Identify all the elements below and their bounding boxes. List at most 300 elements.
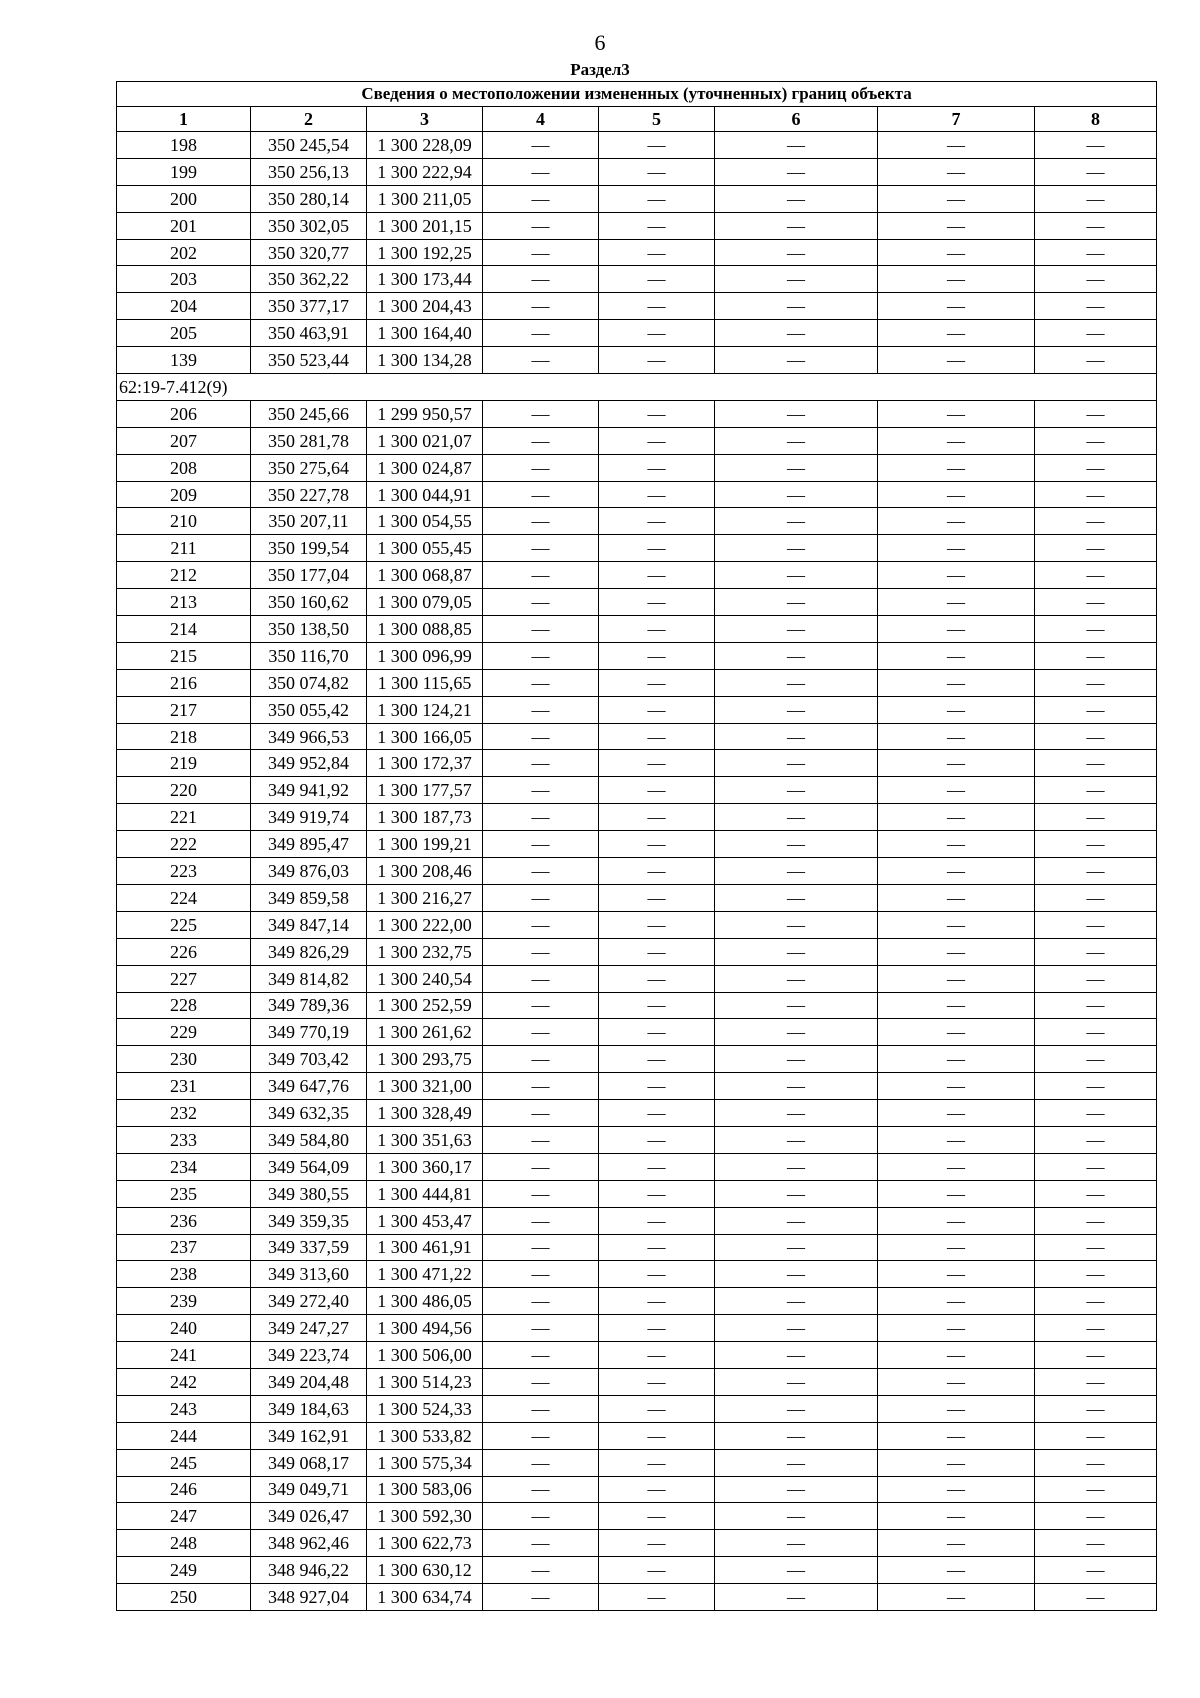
y-coordinate-cell: 1 300 164,40 xyxy=(367,320,483,347)
empty-value-cell: — xyxy=(483,669,599,696)
table-row xyxy=(117,1180,1157,1207)
empty-value-cell: — xyxy=(878,1342,1035,1369)
empty-value-cell: — xyxy=(483,750,599,777)
x-coordinate-cell: 349 952,84 xyxy=(251,750,367,777)
empty-value-cell: — xyxy=(483,239,599,266)
empty-value-cell: — xyxy=(599,1126,715,1153)
x-coordinate-cell: 350 207,11 xyxy=(251,508,367,535)
point-number-cell: 239 xyxy=(117,1288,251,1315)
table-row xyxy=(117,911,1157,938)
point-number-cell: 221 xyxy=(117,804,251,831)
table-row xyxy=(117,1315,1157,1342)
empty-value-cell: — xyxy=(599,992,715,1019)
y-coordinate-cell: 1 300 575,34 xyxy=(367,1449,483,1476)
point-number-cell: 209 xyxy=(117,481,251,508)
empty-value-cell: — xyxy=(599,1019,715,1046)
point-number-cell: 208 xyxy=(117,454,251,481)
y-coordinate-cell: 1 300 222,00 xyxy=(367,911,483,938)
table-row xyxy=(117,1126,1157,1153)
empty-value-cell: — xyxy=(715,884,878,911)
empty-value-cell: — xyxy=(599,347,715,374)
y-coordinate-cell: 1 300 328,49 xyxy=(367,1100,483,1127)
x-coordinate-cell: 350 377,17 xyxy=(251,293,367,320)
empty-value-cell: — xyxy=(715,642,878,669)
x-coordinate-cell: 350 302,05 xyxy=(251,212,367,239)
empty-value-cell: — xyxy=(878,777,1035,804)
x-coordinate-cell: 349 895,47 xyxy=(251,831,367,858)
empty-value-cell: — xyxy=(878,992,1035,1019)
empty-value-cell: — xyxy=(878,1180,1035,1207)
empty-value-cell: — xyxy=(599,804,715,831)
empty-value-cell: — xyxy=(878,1126,1035,1153)
point-number-cell: 222 xyxy=(117,831,251,858)
empty-value-cell: — xyxy=(715,1557,878,1584)
y-coordinate-cell: 1 300 044,91 xyxy=(367,481,483,508)
x-coordinate-cell: 350 320,77 xyxy=(251,239,367,266)
table-row xyxy=(117,454,1157,481)
x-coordinate-cell: 349 584,80 xyxy=(251,1126,367,1153)
empty-value-cell: — xyxy=(483,320,599,347)
empty-value-cell: — xyxy=(715,938,878,965)
empty-value-cell: — xyxy=(1035,1046,1157,1073)
empty-value-cell: — xyxy=(1035,1584,1157,1611)
x-coordinate-cell: 350 160,62 xyxy=(251,589,367,616)
table-row xyxy=(117,185,1157,212)
point-number-cell: 220 xyxy=(117,777,251,804)
empty-value-cell: — xyxy=(599,1584,715,1611)
empty-value-cell: — xyxy=(715,1395,878,1422)
table-row xyxy=(117,562,1157,589)
x-coordinate-cell: 350 280,14 xyxy=(251,185,367,212)
empty-value-cell: — xyxy=(715,158,878,185)
empty-value-cell: — xyxy=(878,1073,1035,1100)
empty-value-cell: — xyxy=(483,185,599,212)
empty-value-cell: — xyxy=(483,1422,599,1449)
empty-value-cell: — xyxy=(715,696,878,723)
y-coordinate-cell: 1 300 321,00 xyxy=(367,1073,483,1100)
empty-value-cell: — xyxy=(483,1073,599,1100)
empty-value-cell: — xyxy=(1035,1503,1157,1530)
empty-value-cell: — xyxy=(483,616,599,643)
empty-value-cell: — xyxy=(599,1422,715,1449)
empty-value-cell: — xyxy=(715,1342,878,1369)
empty-value-cell: — xyxy=(483,1395,599,1422)
empty-value-cell: — xyxy=(715,239,878,266)
empty-value-cell: — xyxy=(715,1503,878,1530)
empty-value-cell: — xyxy=(878,454,1035,481)
empty-value-cell: — xyxy=(1035,1342,1157,1369)
empty-value-cell: — xyxy=(1035,1019,1157,1046)
y-coordinate-cell: 1 300 228,09 xyxy=(367,132,483,159)
empty-value-cell: — xyxy=(599,1476,715,1503)
table-row xyxy=(117,1503,1157,1530)
x-coordinate-cell: 349 789,36 xyxy=(251,992,367,1019)
empty-value-cell: — xyxy=(483,938,599,965)
empty-value-cell: — xyxy=(483,158,599,185)
group-label: 62:19-7.412(9) xyxy=(117,374,1157,401)
table-row xyxy=(117,1422,1157,1449)
x-coordinate-cell: 349 966,53 xyxy=(251,723,367,750)
empty-value-cell: — xyxy=(599,884,715,911)
empty-value-cell: — xyxy=(1035,132,1157,159)
empty-value-cell: — xyxy=(1035,1261,1157,1288)
empty-value-cell: — xyxy=(878,266,1035,293)
empty-value-cell: — xyxy=(483,535,599,562)
empty-value-cell: — xyxy=(599,1368,715,1395)
empty-value-cell: — xyxy=(715,1530,878,1557)
empty-value-cell: — xyxy=(483,481,599,508)
table-row xyxy=(117,1207,1157,1234)
empty-value-cell: — xyxy=(715,1288,878,1315)
point-number-cell: 200 xyxy=(117,185,251,212)
empty-value-cell: — xyxy=(878,589,1035,616)
empty-value-cell: — xyxy=(1035,1234,1157,1261)
empty-value-cell: — xyxy=(1035,481,1157,508)
y-coordinate-cell: 1 300 115,65 xyxy=(367,669,483,696)
table-row xyxy=(117,1368,1157,1395)
empty-value-cell: — xyxy=(483,992,599,1019)
empty-value-cell: — xyxy=(715,1422,878,1449)
point-number-cell: 226 xyxy=(117,938,251,965)
table-row xyxy=(117,1073,1157,1100)
empty-value-cell: — xyxy=(878,158,1035,185)
empty-value-cell: — xyxy=(715,965,878,992)
empty-value-cell: — xyxy=(599,1342,715,1369)
x-coordinate-cell: 350 463,91 xyxy=(251,320,367,347)
table-row xyxy=(117,884,1157,911)
empty-value-cell: — xyxy=(599,185,715,212)
empty-value-cell: — xyxy=(483,347,599,374)
empty-value-cell: — xyxy=(483,1503,599,1530)
empty-value-cell: — xyxy=(483,508,599,535)
x-coordinate-cell: 349 068,17 xyxy=(251,1449,367,1476)
point-number-cell: 230 xyxy=(117,1046,251,1073)
table-row xyxy=(117,1584,1157,1611)
empty-value-cell: — xyxy=(599,589,715,616)
empty-value-cell: — xyxy=(599,965,715,992)
table-row xyxy=(117,750,1157,777)
empty-value-cell: — xyxy=(878,1368,1035,1395)
empty-value-cell: — xyxy=(878,858,1035,885)
column-header: 2 xyxy=(251,107,367,132)
x-coordinate-cell: 350 245,54 xyxy=(251,132,367,159)
empty-value-cell: — xyxy=(483,400,599,427)
y-coordinate-cell: 1 300 232,75 xyxy=(367,938,483,965)
column-header: 4 xyxy=(483,107,599,132)
y-coordinate-cell: 1 300 444,81 xyxy=(367,1180,483,1207)
y-coordinate-cell: 1 300 192,25 xyxy=(367,239,483,266)
empty-value-cell: — xyxy=(1035,1153,1157,1180)
empty-value-cell: — xyxy=(715,1019,878,1046)
point-number-cell: 229 xyxy=(117,1019,251,1046)
empty-value-cell: — xyxy=(599,1207,715,1234)
y-coordinate-cell: 1 300 177,57 xyxy=(367,777,483,804)
table-row xyxy=(117,1046,1157,1073)
empty-value-cell: — xyxy=(715,1234,878,1261)
table-row xyxy=(117,1557,1157,1584)
empty-value-cell: — xyxy=(483,1100,599,1127)
group-row xyxy=(117,374,1157,401)
table-row xyxy=(117,347,1157,374)
table-row xyxy=(117,616,1157,643)
empty-value-cell: — xyxy=(878,347,1035,374)
table-row xyxy=(117,1395,1157,1422)
y-coordinate-cell: 1 300 096,99 xyxy=(367,642,483,669)
empty-value-cell: — xyxy=(483,1315,599,1342)
table-row xyxy=(117,239,1157,266)
empty-value-cell: — xyxy=(1035,911,1157,938)
empty-value-cell: — xyxy=(1035,1449,1157,1476)
empty-value-cell: — xyxy=(715,1126,878,1153)
y-coordinate-cell: 1 300 630,12 xyxy=(367,1557,483,1584)
table-row xyxy=(117,777,1157,804)
empty-value-cell: — xyxy=(1035,293,1157,320)
table-row xyxy=(117,831,1157,858)
empty-value-cell: — xyxy=(878,750,1035,777)
empty-value-cell: — xyxy=(483,1153,599,1180)
x-coordinate-cell: 349 359,35 xyxy=(251,1207,367,1234)
empty-value-cell: — xyxy=(599,616,715,643)
empty-value-cell: — xyxy=(715,804,878,831)
empty-value-cell: — xyxy=(483,831,599,858)
y-coordinate-cell: 1 300 222,94 xyxy=(367,158,483,185)
empty-value-cell: — xyxy=(599,1073,715,1100)
empty-value-cell: — xyxy=(483,965,599,992)
table-row xyxy=(117,669,1157,696)
empty-value-cell: — xyxy=(715,508,878,535)
empty-value-cell: — xyxy=(1035,1557,1157,1584)
table-row xyxy=(117,427,1157,454)
empty-value-cell: — xyxy=(1035,562,1157,589)
empty-value-cell: — xyxy=(878,1530,1035,1557)
empty-value-cell: — xyxy=(599,1557,715,1584)
empty-value-cell: — xyxy=(878,938,1035,965)
empty-value-cell: — xyxy=(1035,427,1157,454)
y-coordinate-cell: 1 300 201,15 xyxy=(367,212,483,239)
empty-value-cell: — xyxy=(483,642,599,669)
table-row xyxy=(117,696,1157,723)
point-number-cell: 203 xyxy=(117,266,251,293)
table-body xyxy=(117,132,1157,1611)
table-header-row xyxy=(117,107,1157,132)
x-coordinate-cell: 350 275,64 xyxy=(251,454,367,481)
empty-value-cell: — xyxy=(483,562,599,589)
x-coordinate-cell: 349 647,76 xyxy=(251,1073,367,1100)
empty-value-cell: — xyxy=(878,1019,1035,1046)
x-coordinate-cell: 349 564,09 xyxy=(251,1153,367,1180)
table-row xyxy=(117,938,1157,965)
point-number-cell: 238 xyxy=(117,1261,251,1288)
empty-value-cell: — xyxy=(878,884,1035,911)
empty-value-cell: — xyxy=(878,669,1035,696)
y-coordinate-cell: 1 300 172,37 xyxy=(367,750,483,777)
empty-value-cell: — xyxy=(715,1073,878,1100)
x-coordinate-cell: 349 313,60 xyxy=(251,1261,367,1288)
empty-value-cell: — xyxy=(1035,320,1157,347)
empty-value-cell: — xyxy=(483,858,599,885)
empty-value-cell: — xyxy=(1035,1476,1157,1503)
y-coordinate-cell: 1 300 293,75 xyxy=(367,1046,483,1073)
empty-value-cell: — xyxy=(1035,938,1157,965)
empty-value-cell: — xyxy=(1035,239,1157,266)
empty-value-cell: — xyxy=(715,1476,878,1503)
empty-value-cell: — xyxy=(715,535,878,562)
point-number-cell: 247 xyxy=(117,1503,251,1530)
table-row xyxy=(117,1530,1157,1557)
y-coordinate-cell: 1 300 208,46 xyxy=(367,858,483,885)
empty-value-cell: — xyxy=(599,535,715,562)
empty-value-cell: — xyxy=(878,642,1035,669)
x-coordinate-cell: 350 227,78 xyxy=(251,481,367,508)
table-row xyxy=(117,858,1157,885)
empty-value-cell: — xyxy=(483,777,599,804)
empty-value-cell: — xyxy=(1035,1207,1157,1234)
y-coordinate-cell: 1 300 024,87 xyxy=(367,454,483,481)
table-row xyxy=(117,1449,1157,1476)
empty-value-cell: — xyxy=(715,1180,878,1207)
empty-value-cell: — xyxy=(1035,804,1157,831)
x-coordinate-cell: 349 380,55 xyxy=(251,1180,367,1207)
empty-value-cell: — xyxy=(878,696,1035,723)
empty-value-cell: — xyxy=(599,1261,715,1288)
empty-value-cell: — xyxy=(715,858,878,885)
empty-value-cell: — xyxy=(1035,723,1157,750)
point-number-cell: 211 xyxy=(117,535,251,562)
empty-value-cell: — xyxy=(715,1046,878,1073)
empty-value-cell: — xyxy=(483,212,599,239)
empty-value-cell: — xyxy=(715,132,878,159)
point-number-cell: 202 xyxy=(117,239,251,266)
empty-value-cell: — xyxy=(483,1557,599,1584)
empty-value-cell: — xyxy=(878,804,1035,831)
empty-value-cell: — xyxy=(1035,858,1157,885)
point-number-cell: 242 xyxy=(117,1368,251,1395)
empty-value-cell: — xyxy=(878,1557,1035,1584)
empty-value-cell: — xyxy=(1035,589,1157,616)
table-row xyxy=(117,320,1157,347)
point-number-cell: 241 xyxy=(117,1342,251,1369)
y-coordinate-cell: 1 300 199,21 xyxy=(367,831,483,858)
point-number-cell: 207 xyxy=(117,427,251,454)
empty-value-cell: — xyxy=(715,992,878,1019)
empty-value-cell: — xyxy=(878,831,1035,858)
table-row xyxy=(117,535,1157,562)
y-coordinate-cell: 1 300 486,05 xyxy=(367,1288,483,1315)
y-coordinate-cell: 1 300 252,59 xyxy=(367,992,483,1019)
empty-value-cell: — xyxy=(878,1395,1035,1422)
table-row xyxy=(117,158,1157,185)
x-coordinate-cell: 349 272,40 xyxy=(251,1288,367,1315)
x-coordinate-cell: 350 256,13 xyxy=(251,158,367,185)
x-coordinate-cell: 348 962,46 xyxy=(251,1530,367,1557)
empty-value-cell: — xyxy=(483,1261,599,1288)
empty-value-cell: — xyxy=(599,132,715,159)
table-row xyxy=(117,965,1157,992)
x-coordinate-cell: 350 199,54 xyxy=(251,535,367,562)
empty-value-cell: — xyxy=(483,266,599,293)
coordinates-table xyxy=(116,81,1157,1611)
empty-value-cell: — xyxy=(483,723,599,750)
y-coordinate-cell: 1 300 079,05 xyxy=(367,589,483,616)
y-coordinate-cell: 1 300 173,44 xyxy=(367,266,483,293)
table-row xyxy=(117,400,1157,427)
point-number-cell: 236 xyxy=(117,1207,251,1234)
empty-value-cell: — xyxy=(715,911,878,938)
empty-value-cell: — xyxy=(483,1342,599,1369)
empty-value-cell: — xyxy=(483,911,599,938)
point-number-cell: 228 xyxy=(117,992,251,1019)
empty-value-cell: — xyxy=(715,831,878,858)
x-coordinate-cell: 350 523,44 xyxy=(251,347,367,374)
empty-value-cell: — xyxy=(1035,185,1157,212)
empty-value-cell: — xyxy=(483,884,599,911)
empty-value-cell: — xyxy=(1035,750,1157,777)
empty-value-cell: — xyxy=(878,911,1035,938)
empty-value-cell: — xyxy=(715,1368,878,1395)
empty-value-cell: — xyxy=(599,158,715,185)
x-coordinate-cell: 349 632,35 xyxy=(251,1100,367,1127)
empty-value-cell: — xyxy=(599,723,715,750)
empty-value-cell: — xyxy=(715,589,878,616)
empty-value-cell: — xyxy=(1035,1180,1157,1207)
empty-value-cell: — xyxy=(483,293,599,320)
point-number-cell: 139 xyxy=(117,347,251,374)
empty-value-cell: — xyxy=(878,1207,1035,1234)
x-coordinate-cell: 349 859,58 xyxy=(251,884,367,911)
empty-value-cell: — xyxy=(483,1288,599,1315)
point-number-cell: 250 xyxy=(117,1584,251,1611)
empty-value-cell: — xyxy=(1035,400,1157,427)
empty-value-cell: — xyxy=(1035,965,1157,992)
empty-value-cell: — xyxy=(878,1584,1035,1611)
point-number-cell: 213 xyxy=(117,589,251,616)
empty-value-cell: — xyxy=(878,427,1035,454)
y-coordinate-cell: 1 300 360,17 xyxy=(367,1153,483,1180)
empty-value-cell: — xyxy=(599,1100,715,1127)
y-coordinate-cell: 1 300 622,73 xyxy=(367,1530,483,1557)
x-coordinate-cell: 349 247,27 xyxy=(251,1315,367,1342)
point-number-cell: 233 xyxy=(117,1126,251,1153)
x-coordinate-cell: 349 184,63 xyxy=(251,1395,367,1422)
empty-value-cell: — xyxy=(599,562,715,589)
x-coordinate-cell: 349 049,71 xyxy=(251,1476,367,1503)
empty-value-cell: — xyxy=(878,1288,1035,1315)
point-number-cell: 232 xyxy=(117,1100,251,1127)
empty-value-cell: — xyxy=(599,454,715,481)
empty-value-cell: — xyxy=(599,750,715,777)
empty-value-cell: — xyxy=(715,320,878,347)
empty-value-cell: — xyxy=(878,508,1035,535)
empty-value-cell: — xyxy=(1035,831,1157,858)
y-coordinate-cell: 1 300 134,28 xyxy=(367,347,483,374)
empty-value-cell: — xyxy=(483,427,599,454)
empty-value-cell: — xyxy=(483,1046,599,1073)
x-coordinate-cell: 349 814,82 xyxy=(251,965,367,992)
table-row xyxy=(117,1342,1157,1369)
empty-value-cell: — xyxy=(878,965,1035,992)
empty-value-cell: — xyxy=(878,1503,1035,1530)
empty-value-cell: — xyxy=(878,400,1035,427)
empty-value-cell: — xyxy=(715,1449,878,1476)
table-row xyxy=(117,1100,1157,1127)
empty-value-cell: — xyxy=(878,1234,1035,1261)
y-coordinate-cell: 1 300 088,85 xyxy=(367,616,483,643)
point-number-cell: 245 xyxy=(117,1449,251,1476)
table-row xyxy=(117,992,1157,1019)
empty-value-cell: — xyxy=(715,1315,878,1342)
empty-value-cell: — xyxy=(1035,535,1157,562)
empty-value-cell: — xyxy=(878,185,1035,212)
